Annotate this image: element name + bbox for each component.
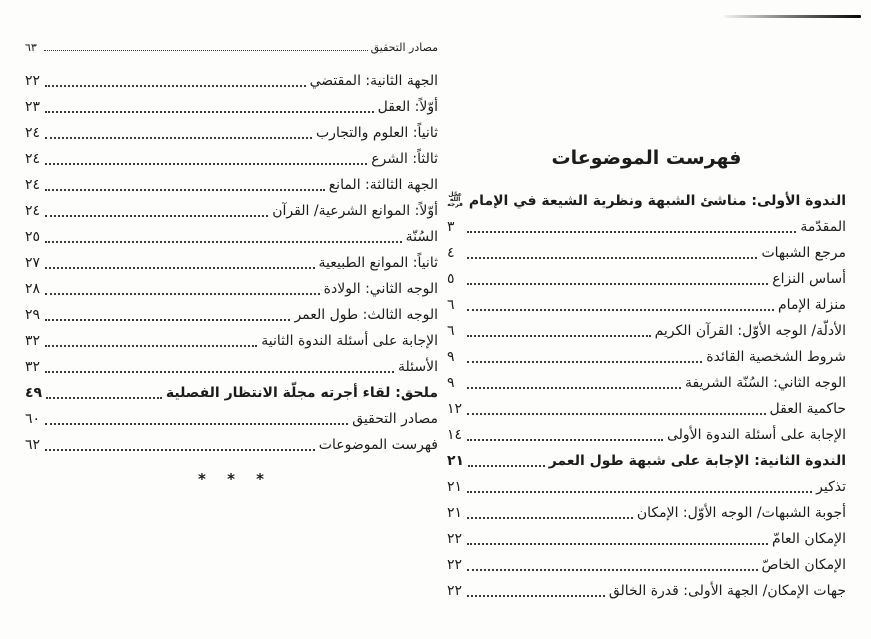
dot-leader <box>467 439 663 441</box>
entry-page-number: ٢٤ <box>25 203 41 219</box>
toc-entry <box>25 380 438 406</box>
dot-leader <box>45 111 374 113</box>
entry-page-number: ٥ <box>447 271 455 287</box>
entry-page-number: ٦ <box>447 323 455 339</box>
dot-leader <box>467 491 812 493</box>
entry-page-number: ٢٢ <box>447 531 463 547</box>
dot-leader <box>467 387 681 389</box>
dot-leader <box>467 595 605 597</box>
entry-title: أجوبة الشبهات/ الوجه الأوّل: الإمكان <box>636 505 846 521</box>
scan-edge-line <box>724 15 861 18</box>
dot-leader <box>45 371 394 373</box>
toc-entry <box>447 474 846 500</box>
entry-title: ملحق: لقاء أجرته مجلّة الانتظار الفصلية <box>165 385 438 401</box>
dot-leader <box>45 137 312 139</box>
dot-leader <box>467 517 633 519</box>
entry-title: مرجع الشبهات <box>761 245 846 261</box>
entry-title: الندوة الثانية: الإجابة على شبهة طول العمر <box>548 453 846 469</box>
dot-leader <box>46 397 162 399</box>
entry-title: أوّلاً: العقل <box>377 99 438 115</box>
entry-page-number: ٢٢ <box>447 583 463 599</box>
entry-title: الأسئلة <box>398 359 438 375</box>
entry-title: الوجه الثالث: طول العمر <box>294 307 438 323</box>
toc-entry <box>25 198 438 224</box>
entry-page-number: ٢٤ <box>25 177 41 193</box>
dot-leader <box>45 319 290 321</box>
toc-entry <box>25 146 438 172</box>
entry-title: الإمكان العامّ <box>772 531 846 547</box>
running-header-page-number: ٦٣ <box>25 40 37 54</box>
entry-title: الوجه الثاني: الولادة <box>323 281 438 297</box>
toc-entry <box>25 120 438 146</box>
toc-entry <box>447 292 846 318</box>
imam-honorific-seal: عجّل الله فرجه <box>447 190 463 208</box>
entry-page-number: ٣٢ <box>25 333 41 349</box>
running-header-title: مصادر التحقيق <box>370 40 438 54</box>
entry-page-number: ٦٢ <box>25 437 41 453</box>
entry-page-number: ٣٢ <box>25 359 41 375</box>
dot-leader <box>468 465 545 467</box>
entry-page-number: ٩ <box>447 375 455 391</box>
toc-entry <box>25 276 438 302</box>
toc-entry <box>447 214 846 240</box>
dot-leader <box>45 215 268 217</box>
entry-title: أوّلاً: الموانع الشرعية/ القرآن <box>272 203 438 219</box>
toc-entries-left <box>25 68 438 458</box>
toc-entry <box>447 188 846 214</box>
dot-leader <box>467 257 757 259</box>
toc-entry <box>25 224 438 250</box>
entry-page-number: ٦٠ <box>25 411 41 427</box>
dot-leader <box>467 361 702 363</box>
entry-page-number: ٢٧ <box>25 255 41 271</box>
entry-page-number: ٢٣ <box>25 99 41 115</box>
dot-leader <box>45 293 320 295</box>
toc-entries-right <box>447 188 846 604</box>
dot-leader <box>45 85 306 87</box>
toc-entry <box>447 552 846 578</box>
toc-entry <box>25 406 438 432</box>
entry-page-number: ٢٢ <box>447 557 463 573</box>
entry-page-number: ٢٤ <box>25 151 41 167</box>
toc-entry <box>447 578 846 604</box>
entry-title: شروط الشخصية القائدة <box>706 349 846 365</box>
entry-page-number: ٦ <box>447 297 455 313</box>
entry-title: تذكير <box>816 479 846 495</box>
toc-entry <box>447 526 846 552</box>
left-page <box>25 40 438 488</box>
toc-entry <box>447 240 846 266</box>
entry-title: حاكمية العقل <box>769 401 846 417</box>
dot-leader <box>44 50 368 51</box>
entry-title: الجهة الثالثة: المانع <box>328 177 438 193</box>
dot-leader <box>45 423 348 425</box>
dot-leader <box>467 231 796 233</box>
entry-page-number: ١٤ <box>447 427 463 443</box>
dot-leader <box>45 163 367 165</box>
entry-page-number: ٤ <box>447 245 455 261</box>
entry-title: فهرست الموضوعات <box>318 437 438 453</box>
running-header <box>25 40 438 54</box>
toc-entry <box>447 422 846 448</box>
dot-leader <box>45 449 315 451</box>
toc-heading: فهرست الموضوعات <box>551 147 742 169</box>
toc-entry <box>447 318 846 344</box>
dot-leader <box>45 189 325 191</box>
entry-title: جهات الإمكان/ الجهة الأولى: قدرة الخالق <box>608 583 846 599</box>
entry-page-number: ٣ <box>447 219 455 235</box>
entry-page-number: ٢١ <box>447 479 463 495</box>
toc-entry <box>447 370 846 396</box>
entry-page-number: ٢٨ <box>25 281 41 297</box>
entry-title: الإجابة على أسئلة الندوة الأولى <box>666 427 846 443</box>
toc-entry <box>25 328 438 354</box>
entry-title: الجهة الثانية: المقتضي <box>309 73 438 89</box>
dot-leader <box>467 413 766 415</box>
toc-entry <box>25 302 438 328</box>
entry-title: منزلة الإمام <box>778 297 846 313</box>
entry-title: السُنّة <box>405 229 438 245</box>
entry-title: المقدّمة <box>800 219 846 235</box>
entry-page-number: ٢١ <box>447 505 463 521</box>
entry-title: ثانياً: الموانع الطبيعية <box>318 255 438 271</box>
right-page <box>447 146 846 604</box>
entry-title: الوجه الثاني: السُنّة الشريفة <box>684 375 846 391</box>
toc-entry <box>447 500 846 526</box>
dot-leader <box>467 309 774 311</box>
entry-page-number: ٩ <box>447 349 455 365</box>
entry-page-number: ٢٢ <box>25 73 41 89</box>
section-divider-stars: * * * <box>198 470 265 488</box>
entry-title: ثالثاً: الشرع <box>371 151 438 167</box>
toc-entry <box>25 68 438 94</box>
entry-page-number: ٢٩ <box>25 307 41 323</box>
entry-page-number: ٢١ <box>447 453 465 469</box>
toc-entry <box>25 354 438 380</box>
toc-entry <box>25 432 438 458</box>
toc-entry <box>447 396 846 422</box>
dot-leader <box>45 345 257 347</box>
toc-entry <box>25 172 438 198</box>
entry-page-number: ٢٥ <box>25 229 41 245</box>
entry-page-number: ٢٤ <box>25 125 41 141</box>
entry-title: الأدلّة/ الوجه الأوّل: القرآن الكريم <box>654 323 846 339</box>
entry-page-number: ٤٩ <box>25 385 43 401</box>
toc-entry <box>25 94 438 120</box>
entry-title: الإجابة على أسئلة الندوة الثانية <box>261 333 438 349</box>
toc-entry <box>447 266 846 292</box>
entry-title: الإمكان الخاصّ <box>761 557 846 573</box>
entry-title: مصادر التحقيق <box>352 411 438 427</box>
dot-leader <box>467 543 768 545</box>
entry-title: الندوة الأولى: مناشئ الشبهة ونظرية الشيعة في الإمام <box>468 193 846 209</box>
entry-title: أساس النزاع <box>772 271 846 287</box>
toc-entry <box>25 250 438 276</box>
dot-leader <box>45 267 315 269</box>
dot-leader <box>467 569 758 571</box>
entry-page-number: ١٢ <box>447 401 463 417</box>
toc-entry <box>447 448 846 474</box>
toc-entry <box>447 344 846 370</box>
entry-title: ثانياً: العلوم والتجارب <box>316 125 438 141</box>
dot-leader <box>467 335 651 337</box>
dot-leader <box>467 283 768 285</box>
dot-leader <box>45 241 402 243</box>
